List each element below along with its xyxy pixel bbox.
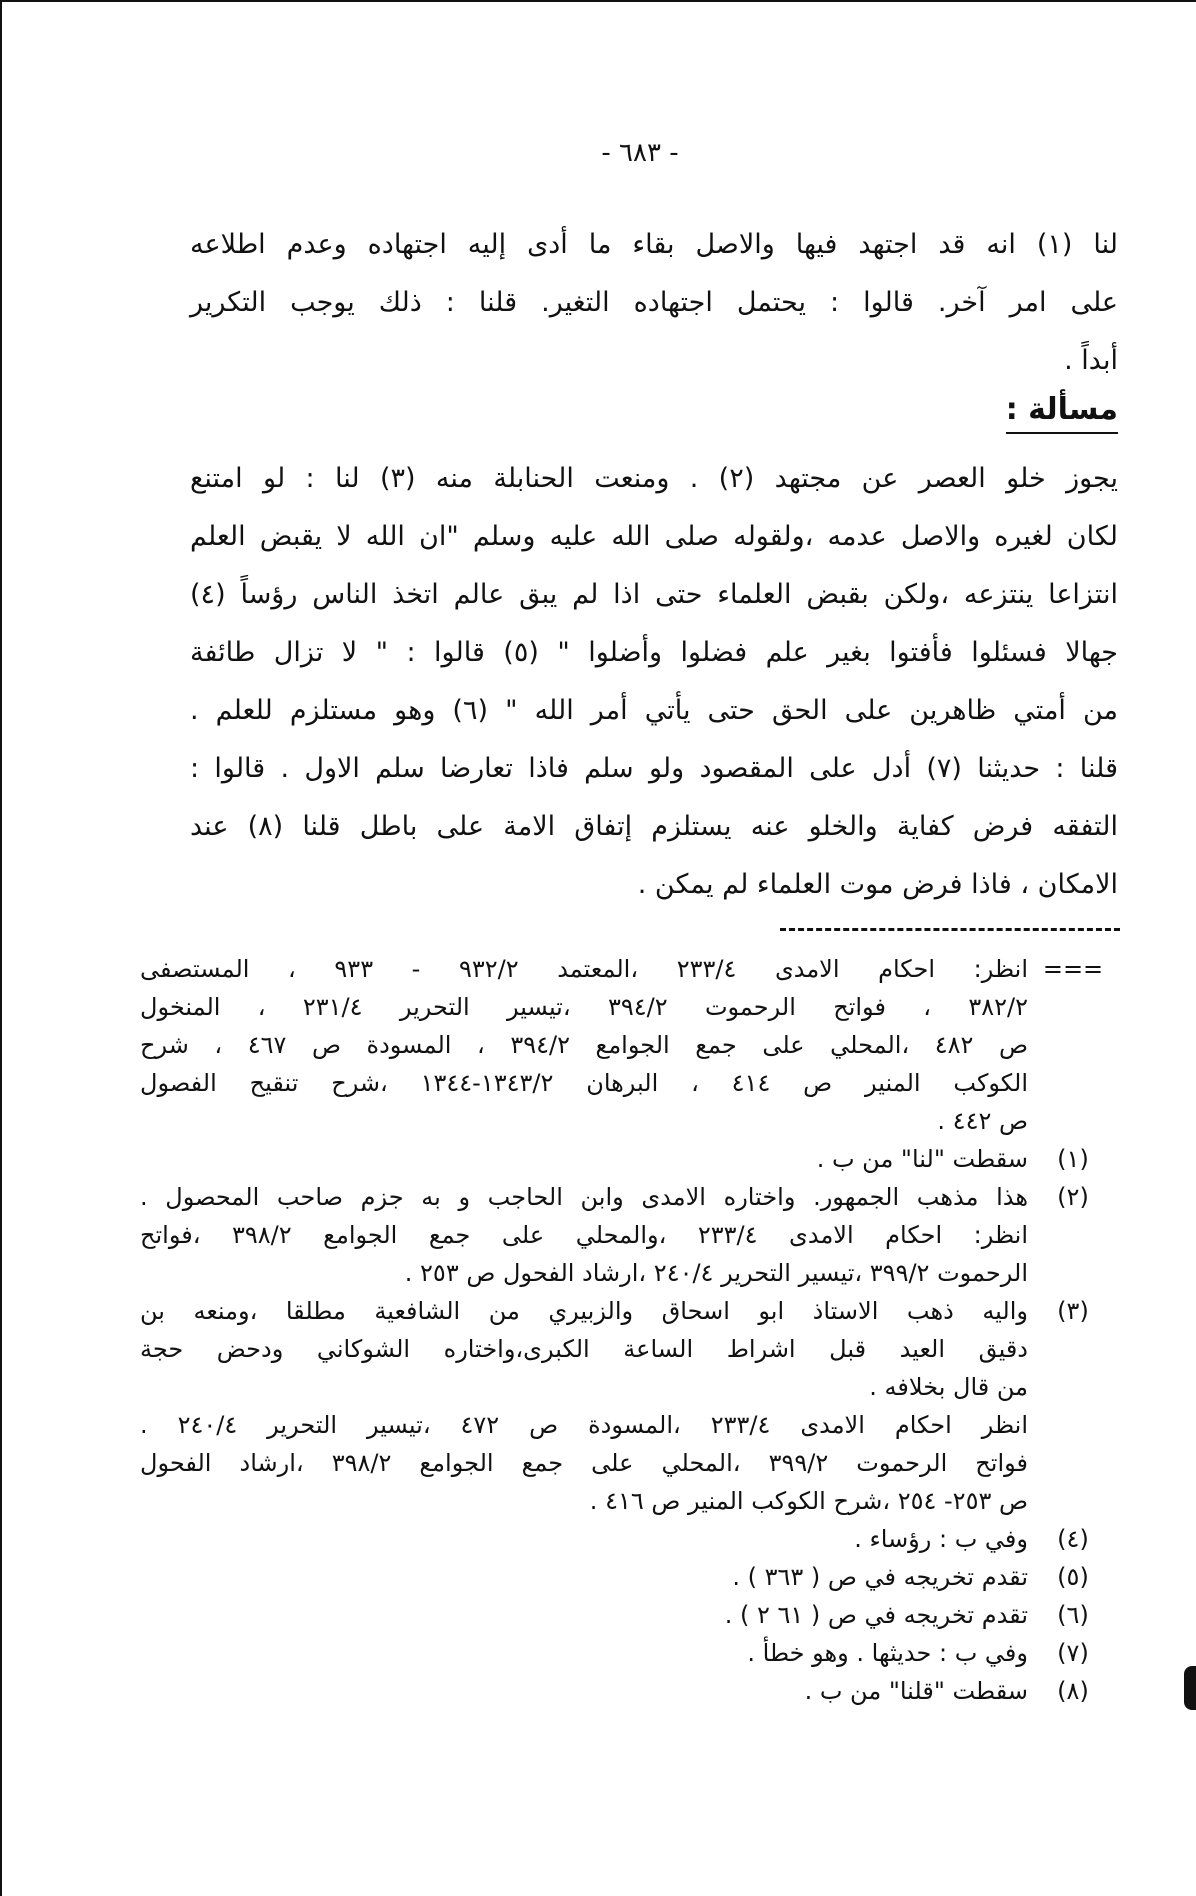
footnote-line: سقطت "قلنا" من ب . xyxy=(804,1677,1028,1705)
paragraph-1-line: أبداً . xyxy=(1064,345,1118,376)
footnote-marker: (٤) xyxy=(1057,1525,1089,1553)
paragraph-2-line: انتزاعا ينتزعه ،ولكن بقبض العلماء حتى اذا لم يبق عالم اتخذ الناس رؤساً (٤) xyxy=(190,579,1118,610)
footnote-line: فواتح الرحموت ٣٩٩/٢ ،المحلي على جمع الجوامع ٣٩٨/٢ ،ارشاد الفحول xyxy=(140,1449,1028,1477)
footnote-text xyxy=(140,1140,1028,1178)
left-border-line xyxy=(0,0,2,1896)
footnote-line: سقطت "لنا" من ب . xyxy=(816,1145,1028,1173)
footnote-3 xyxy=(140,1292,1118,1520)
footnote-marker: (٨) xyxy=(1057,1677,1089,1705)
footnote-line: تقدم تخريجه في ص ( ٦١ ٢ ) . xyxy=(724,1601,1028,1629)
footnote-4 xyxy=(140,1520,1118,1558)
footnote-text xyxy=(140,1520,1028,1558)
paragraph-2-line: لكان لغيره والاصل عدمه ،ولقوله صلى الله عليه وسلم "ان الله لا يقبض العلم xyxy=(190,521,1118,552)
footnote-line: تقدم تخريجه في ص ( ٣٦٣ ) . xyxy=(732,1563,1028,1591)
paragraph-1-line: لنا (١) انه قد اجتهد فيها والاصل بقاء ما أدى إليه اجتهاده وعدم اطلاعه xyxy=(190,229,1119,260)
footnote-line: انظر احكام الامدى ٢٣٣/٤ ،المسودة ص ٤٧٢ ،تيسير التحرير ٢٤٠/٤ . xyxy=(140,1411,1029,1439)
footnote-6 xyxy=(140,1596,1118,1634)
footnote-line: انظر: احكام الامدى ٢٣٣/٤ ،والمحلي على جمع الجوامع ٣٩٨/٢ ،فواتح xyxy=(140,1221,1029,1249)
footnote-text xyxy=(140,1178,1028,1292)
footnote-5 xyxy=(140,1558,1118,1596)
footnote-text xyxy=(140,1292,1028,1520)
footnote-line: واليه ذهب الاستاذ ابو اسحاق والزبيري من الشافعية مطلقا ،ومنعه بن xyxy=(140,1297,1028,1325)
footnote-text xyxy=(140,950,1028,1140)
paragraph-2-line: الامكان ، فاذا فرض موت العلماء لم يمكن . xyxy=(637,869,1118,900)
footnote-marker: (١) xyxy=(1057,1145,1089,1173)
top-border-line xyxy=(0,0,1196,2)
footnote-7 xyxy=(140,1634,1118,1672)
footnote-marker: === xyxy=(1042,955,1104,983)
footnote-marker: (٧) xyxy=(1057,1639,1089,1667)
paragraph-1-line: على امر آخر. قالوا : يحتمل اجتهاده التغير. قلنا : ذلك يوجب التكرير xyxy=(190,287,1118,318)
footnote-line: ص ٢٥٣- ٢٥٤ ،شرح الكوكب المنير ص ٤١٦ . xyxy=(589,1487,1028,1515)
footnote-line: من قال بخلافه . xyxy=(869,1373,1028,1401)
section-heading: مسألة : xyxy=(1005,392,1118,427)
paragraph-1 xyxy=(190,216,1118,390)
footnote-line: ص ٤٨٢ ،المحلي على جمع الجوامع ٣٩٤/٢ ، المسودة ص ٤٦٧ ، شرح xyxy=(140,1031,1028,1059)
footnote-marker: (٦) xyxy=(1057,1601,1089,1629)
page-number: - ٦٨٣ - xyxy=(601,138,679,168)
scan-edge-mark xyxy=(1184,1666,1196,1710)
footnote-line: وفي ب : حديثها . وهو خطأ . xyxy=(747,1639,1028,1667)
paragraph-2-line: من أمتي ظاهرين على الحق حتى يأتي أمر الله " (٦) وهو مستلزم للعلم . xyxy=(190,695,1118,726)
paragraph-2-line: التفقه فرض كفاية والخلو عنه يستلزم إتفاق الامة على باطل قلنا (٨) عند xyxy=(190,811,1118,842)
footnote-text xyxy=(140,1558,1028,1596)
footnote-line: الكوكب المنير ص ٤١٤ ، البرهان ١٣٤٣/٢-١٣٤٤ ،شرح تنقيح الفصول xyxy=(140,1069,1028,1097)
footnote-text xyxy=(140,1596,1028,1634)
paragraph-2-line: قلنا : حديثنا (٧) أدل على المقصود ولو سلم فاذا تعارضا سلم الاول . قالوا : xyxy=(190,753,1118,784)
footnote-line: دقيق العيد قبل اشراط الساعة الكبرى،واختاره الشوكاني ودحض حجة xyxy=(140,1335,1028,1363)
footnote-8 xyxy=(140,1672,1118,1710)
footnote-line: الرحموت ٣٩٩/٢ ،تيسير التحرير ٢٤٠/٤ ،ارشاد الفحول ص ٢٥٣ . xyxy=(404,1259,1028,1287)
footnote-1 xyxy=(140,1140,1118,1178)
heading-underline xyxy=(1006,432,1118,434)
footnote-line: انظر: احكام الامدى ٢٣٣/٤ ،المعتمد ٩٣٢/٢ - ٩٣٣ ، المستصفى xyxy=(140,955,1029,983)
footnote-line: ص ٤٤٢ . xyxy=(937,1107,1028,1135)
footnote-general xyxy=(140,950,1118,1140)
paragraph-2-line: جهالا فسئلوا فأفتوا بغير علم فضلوا وأضلوا " (٥) قالوا : " لا تزال طائفة xyxy=(190,637,1118,668)
paragraph-2-line: يجوز خلو العصر عن مجتهد (٢) . ومنعت الحنابلة منه (٣) لنا : لو امتنع xyxy=(190,463,1119,494)
footnotes xyxy=(140,950,1118,1710)
footnote-marker: (٣) xyxy=(1057,1297,1089,1325)
footnote-text xyxy=(140,1672,1028,1710)
footnote-line: هذا مذهب الجمهور. واختاره الامدى وابن الحاجب و به جزم صاحب المحصول . xyxy=(140,1183,1028,1211)
footnote-line: وفي ب : رؤساء . xyxy=(854,1525,1028,1553)
footnote-text xyxy=(140,1634,1028,1672)
footnote-separator xyxy=(780,928,1120,931)
footnote-marker: (٢) xyxy=(1057,1183,1089,1211)
footnote-2 xyxy=(140,1178,1118,1292)
footnote-marker: (٥) xyxy=(1057,1563,1089,1591)
paragraph-2 xyxy=(190,450,1118,914)
footnote-line: ٣٨٢/٢ ، فواتح الرحموت ٣٩٤/٢ ،تيسير التحرير ٢٣١/٤ ، المنخول xyxy=(140,993,1028,1021)
